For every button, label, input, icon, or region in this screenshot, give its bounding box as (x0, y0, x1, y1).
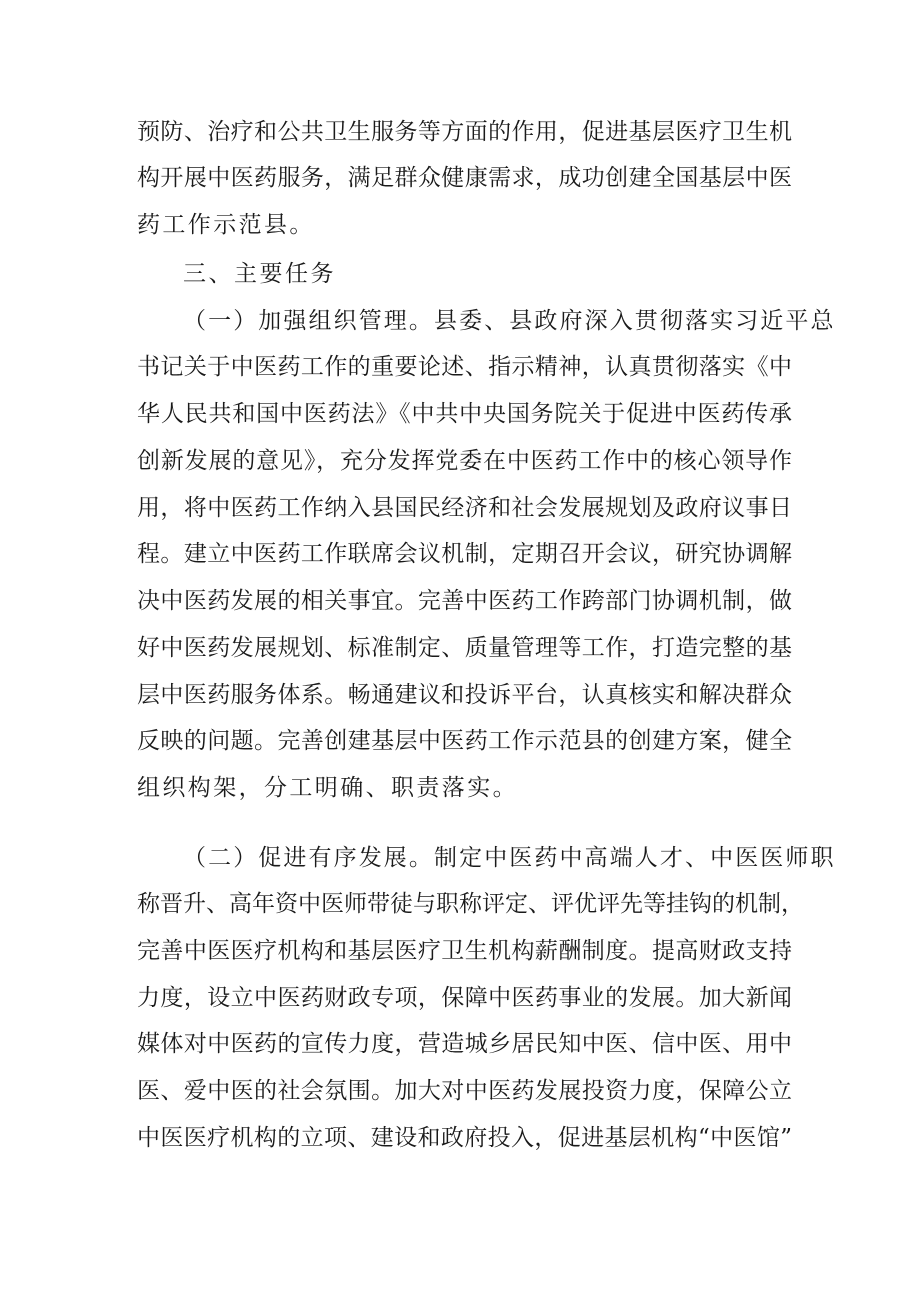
para1-line-8: 好中医药发展规划、标准制定、质量管理等工作，打造完整的基 (137, 635, 792, 661)
para1-line-7: 决中医药发展的相关事宜。完善中医药工作跨部门协调机制，做 (137, 588, 792, 614)
para1-line-2: 书记关于中医药工作的重要论述、指示精神，认真贯彻落实《中 (137, 354, 792, 380)
para2-line-2: 称晋升、高年资中医师带徒与职称评定、评优评先等挂钩的机制， (137, 891, 804, 917)
para2-line-6: 医、爱中医的社会氛围。加大对中医药发展投资力度，保障公立 (137, 1078, 792, 1104)
para1-line-9: 层中医药服务体系。畅通建议和投诉平台，认真核实和解决群众 (137, 682, 792, 708)
para1-line-3: 华人民共和国中医药法》《中共中央国务院关于促进中医药传承 (137, 401, 792, 427)
para2-line-5: 媒体对中医药的宣传力度，营造城乡居民知中医、信中医、用中 (137, 1031, 792, 1057)
para2-line-1: （二）促进有序发展。制定中医药中高端人才、中医医师职 (183, 845, 836, 871)
section-heading: 三、主要任务 (183, 261, 336, 287)
para1-line-6: 程。建立中医药工作联席会议机制，定期召开会议，研究协调解 (137, 541, 792, 567)
intro-line-2: 构开展中医药服务，满足群众健康需求，成功创建全国基层中医 (137, 165, 792, 191)
para2-line-4: 力度，设立中医药财政专项，保障中医药事业的发展。加大新闻 (137, 985, 792, 1011)
para1-line-5: 用，将中医药工作纳入县国民经济和社会发展规划及政府议事日 (137, 495, 792, 521)
para1-line-11: 组织构架，分工明确、职责落实。 (137, 775, 518, 801)
intro-line-1: 预防、治疗和公共卫生服务等方面的作用，促进基层医疗卫生机 (137, 119, 792, 145)
para1-line-1: （一）加强组织管理。县委、县政府深入贯彻落实习近平总 (183, 308, 836, 334)
para1-line-10: 反映的问题。完善创建基层中医药工作示范县的创建方案，健全 (137, 728, 792, 754)
para2-line-3: 完善中医医疗机构和基层医疗卫生机构薪酬制度。提高财政支持 (137, 938, 792, 964)
para2-line-7: 中医医疗机构的立项、建设和政府投入，促进基层机构“中医馆” (137, 1125, 792, 1151)
para1-line-4: 创新发展的意见》，充分发挥党委在中医药工作中的核心领导作 (137, 448, 792, 474)
intro-line-3: 药工作示范县。 (137, 212, 315, 238)
